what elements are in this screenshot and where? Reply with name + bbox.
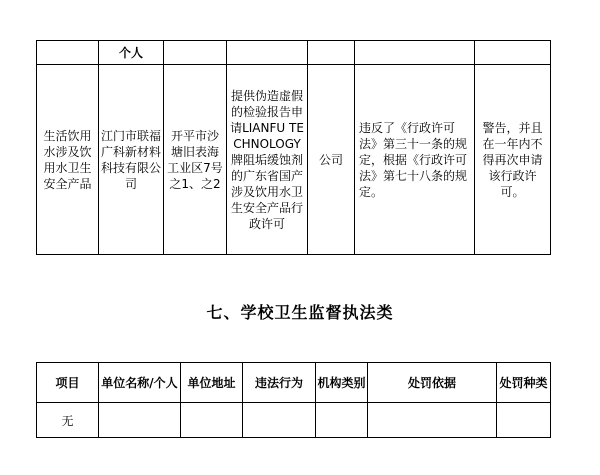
cell-item: 生活饮用水涉及饮用水卫生安全产品 — [37, 65, 99, 255]
header-cell-basis — [355, 41, 475, 65]
header-cell-address: 单位地址 — [181, 363, 243, 403]
cell-org-type — [316, 403, 368, 438]
cell-org-type: 公司 — [308, 65, 355, 255]
header-cell-violation: 违法行为 — [243, 363, 316, 403]
header-cell-unit-name: 个人 — [99, 41, 164, 65]
cell-unit-name — [99, 403, 181, 438]
section-title: 七、学校卫生监督执法类 — [206, 303, 394, 322]
cell-unit-name: 江门市联福广科新材料科技有限公司 — [99, 65, 164, 255]
table-row — [37, 403, 551, 438]
header-cell-penalty: 处罚种类 — [497, 363, 551, 403]
table-header-row — [37, 41, 551, 65]
cell-penalty — [497, 403, 551, 438]
table-row — [37, 65, 551, 255]
table-header-row — [37, 363, 551, 403]
header-cell-item: 项目 — [37, 363, 99, 403]
cell-penalty: 警告，并且在一年内不得再次申请该行政许可。 — [475, 65, 551, 255]
header-cell-org-type: 机构类别 — [316, 363, 368, 403]
cell-address — [181, 403, 243, 438]
header-cell-address — [164, 41, 227, 65]
header-cell-violation — [227, 41, 308, 65]
cell-address: 开平市沙塘旧表海工业区7号之1、之2 — [164, 65, 227, 255]
header-cell-item — [37, 41, 99, 65]
header-cell-penalty — [475, 41, 551, 65]
cell-item: 无 — [37, 403, 99, 438]
header-cell-org-type — [308, 41, 355, 65]
header-cell-unit-name: 单位名称/个人 — [99, 363, 181, 403]
cell-violation — [243, 403, 316, 438]
cell-violation: 提供伪造虚假的检验报告申请LIANFU TECHNOLOGY牌阻垢缓蚀剂的广东省国产涉及饮用水卫生安全产品行政许可 — [227, 65, 308, 255]
header-cell-basis: 处罚依据 — [368, 363, 497, 403]
cell-basis: 违反了《行政许可法》第三十一条的规定，根据《行政许可法》第七十八条的规定。 — [355, 65, 475, 255]
school-hygiene-table — [36, 362, 551, 438]
cell-basis — [368, 403, 497, 438]
top-penalty-table — [36, 40, 551, 255]
